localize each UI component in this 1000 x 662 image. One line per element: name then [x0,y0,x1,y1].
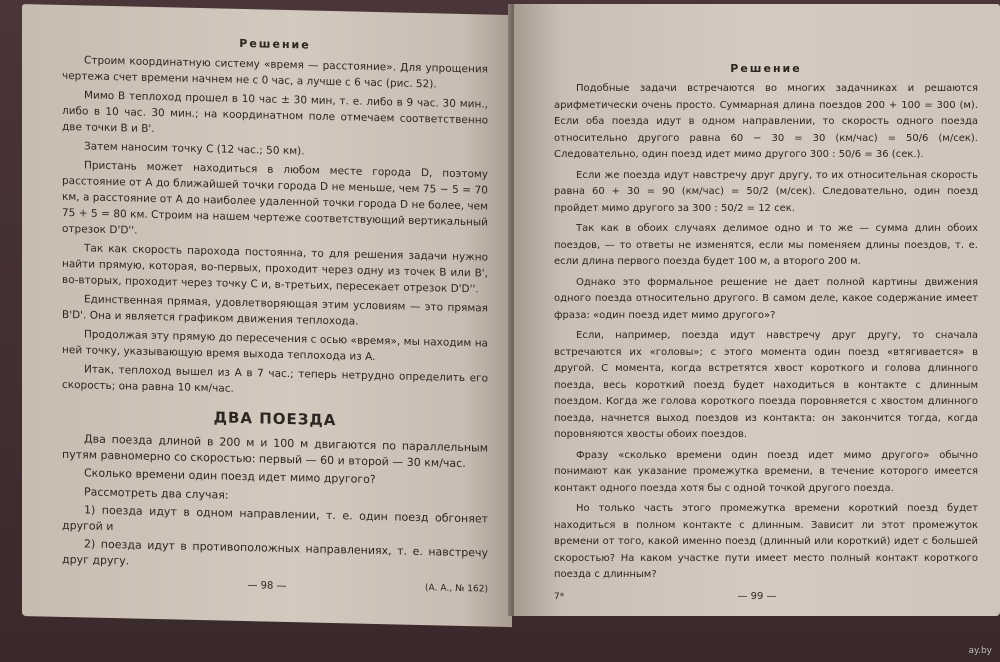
problem-text: Рассмотреть два случая: [84,484,229,502]
right-paragraph: Если же поезда идут навстречу друг другу, то их относительная скорость равна 60 + 30 = 90 (км/час) = 50/2 (м/сек). Следовательно, один поезд пройдет мимо другого за 300 : 50/2 = 12 сек. [554,169,978,214]
right-paragraph: Подобные задачи встречаются во многих задачниках и решаются арифметически очень просто. Суммарная длина поездов 200 + 100 = 300 (м). Если оба поезда идут в одном направлении, то скорость одного поезда относительно другого равна 60 − 30 = 30 (км/час) = 50/6 (м/сек). Следовательно, один поезд идет мимо другого 300 : 50/6 = 36 (сек.). [554,83,978,160]
problem-title: ДВА ПОЕЗДА [213,408,337,430]
left-paragraph: Продолжая эту прямую до пересечения с осью «время», мы находим на ней точку, указывающую время выхода теплохода из A. [62,328,488,364]
left-paragraph: Мимо B теплоход прошел в 10 час ± 30 мин, т. е. либо в 9 час. 30 мин., либо в 10 час. 30 мин.; на координатном поле отмечаем соответственно две точки B и B'. [62,89,488,136]
left-page-heading: Решение [239,36,311,52]
problem-source: (А. А., № 162) [424,583,488,595]
problem-text: Два поезда длиной в 200 м и 100 м двигаются по параллельным путям равномерно со скоростью: первый — 60 и второй — 30 км/час. [62,432,488,470]
problem-text: 1) поезда идут в одном направлении, т. е. один поезд обгоняет другой и [62,503,488,533]
problem-text: Сколько времени один поезд идет мимо другого? [84,466,376,487]
right-paragraph: Однако это формальное решение не дает полной картины движения одного поезда относительно другого. В самом деле, какое содержание имеет фраза: «один поезд идет мимо другого»? [554,276,978,321]
left-paragraph: Так как скорость парохода постоянна, то для решения задачи нужно найти прямую, которая, во-первых, проходит через одну из точек B или B', во-вторых, проходит через точку C и, в-третьих, пересекает отрезок D'D''. [62,242,488,296]
left-paragraph: Пристань может находиться в любом месте города D, поэтому расстояние от A до ближайшей точки города D не меньше, чем 75 − 5 = 70 км, а расстояние от A до наиболее удаленной точки города D не более, чем 75 + 5 = 80 км. Строим на нашем чертеже соответствующий вертикальный отрезок D'D''. [62,159,488,237]
page-number-left: — 98 — [247,580,287,593]
page-number-right: — 99 — [737,591,777,602]
right-paragraph: Фразу «сколько времени один поезд идет мимо другого» обычно понимают как указание промежутка времени, в течение которого имеется контакт одного поезда хотя бы с одной точкой другого поезда. [554,449,978,494]
left-paragraph: Единственная прямая, удовлетворяющая этим условиям — это прямая B'D'. Она и является графиком движения теплохода. [62,293,488,328]
problem-text: 2) поезда идут в противоположных направлениях, т. е. навстречу друг другу. [62,537,488,567]
left-paragraph: Строим координатную систему «время — расстояние». Для упрощения чертежа счет времени начнем не с 0 час, а лучше с 6 час (рис. 52). [62,54,488,91]
right-paragraph: Если, например, поезда идут навстречу друг другу, то сначала встречаются их «головы»; с этого момента один поезд «втягивается» в другой. С момента, когда встретятся хвост короткого и голова длинного поезда, весь короткий поезд будет находиться в контакте с длинным поездом. Когда же голова короткого поезда поровняется с хвостом длинного поезда, начнется выход поездов из контакта: он закончится тогда, когда поровняются хвосты обоих поездов. [554,330,978,440]
left-paragraph: Затем наносим точку C (12 час.; 50 км). [84,140,305,158]
open-book [22,4,1000,616]
signature-mark: 7* [554,592,565,602]
right-page-heading: Решение [730,62,802,75]
right-page [514,4,1000,616]
right-paragraph: Так как в обоих случаях делимое одно и то же — сумма длин обоих поездов, — то ответы не изменятся, если мы поменяем длины поездов, т. е. если длина первого поезда будет 100 м, а второго 200 м. [554,223,978,267]
watermark: ay.by [968,646,992,656]
left-page [22,4,512,627]
left-paragraph: Итак, теплоход вышел из A в 7 час.; теперь нетрудно определить его скорость; она равна 10 км/час. [62,363,488,395]
right-paragraph: Но только часть этого промежутка времени короткий поезд будет находиться в полном контакте с длинным. Зависит ли этот промежуток времени от того, какой именно поезд (длинный или короткий) идет с большей скоростью? На каком участке пути имеет место полный контакт короткого поезда с длинным? [554,503,978,580]
